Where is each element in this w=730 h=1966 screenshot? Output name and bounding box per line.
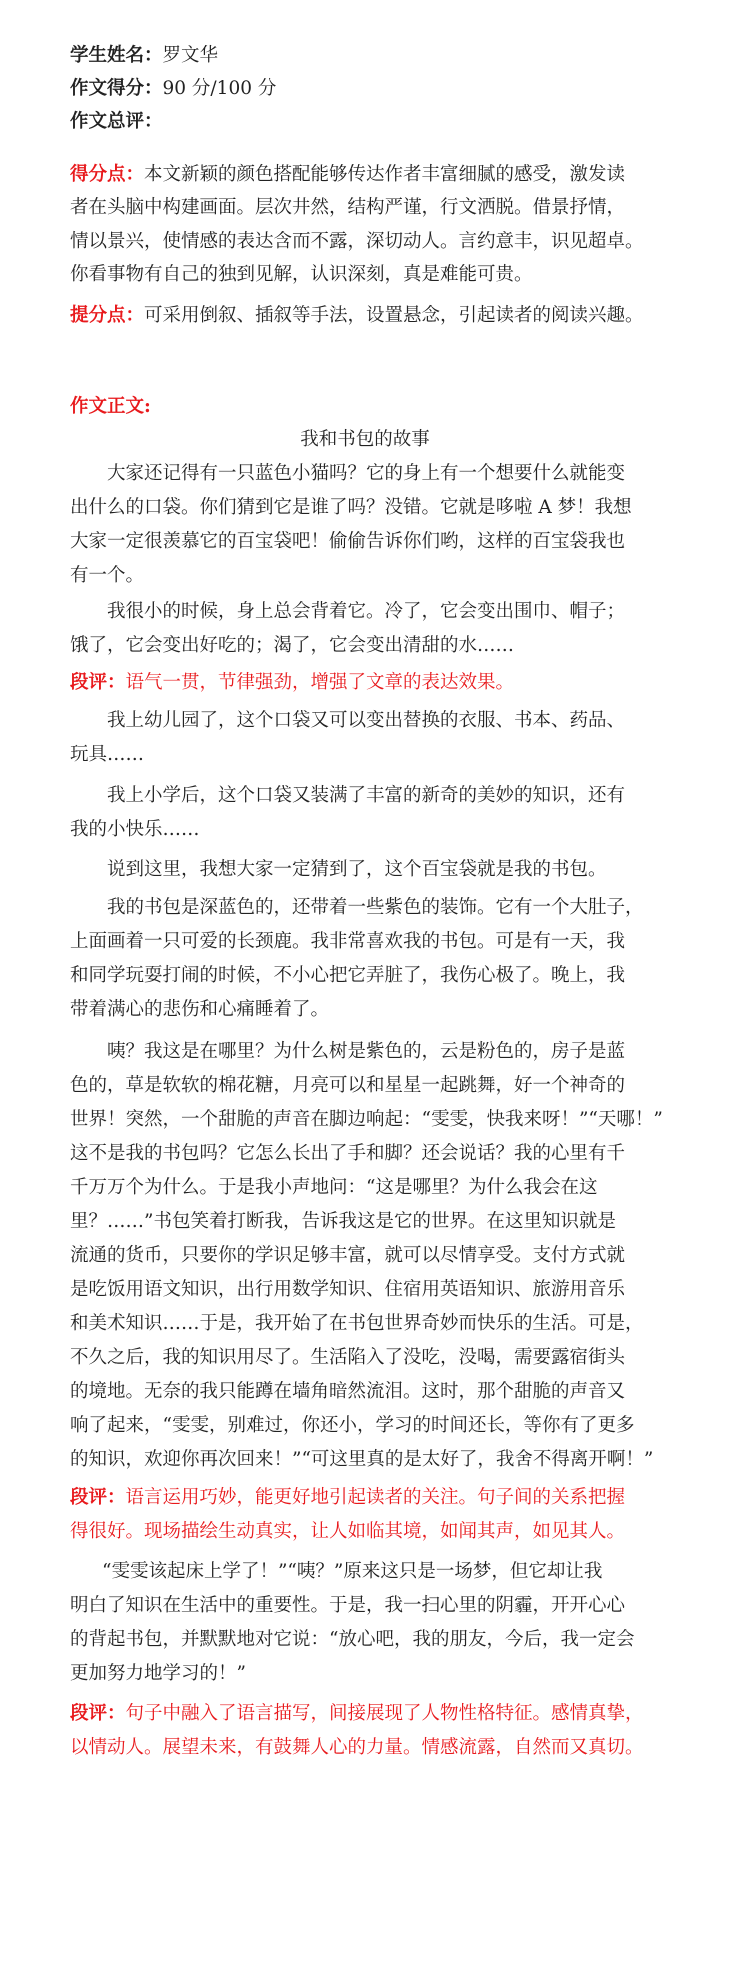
essay-label: 作文正文: xyxy=(70,396,151,417)
essay-line: 的背起书包，并默默地对它说：“放心吧，我的朋友，今后，我一定会 xyxy=(70,1629,635,1650)
essay-line: 和同学玩耍打闹的时候，不小心把它弄脏了，我伤心极了。晚上，我 xyxy=(70,965,626,986)
comment-3-line-2: 以情动人。展望未来，有鼓舞人心的力量。情感流露，自然而又真切。 xyxy=(70,1737,644,1758)
comment-label: 段评： xyxy=(70,672,126,693)
merits-label: 得分点： xyxy=(70,164,145,185)
score-row xyxy=(70,77,276,101)
comment-2-line-2: 得很好。现场描绘生动真实，让人如临其境，如闻其声，如见其人。 xyxy=(70,1521,626,1542)
essay-line: 色的，草是软软的棉花糖，月亮可以和星星一起跳舞，好一个神奇的 xyxy=(70,1075,626,1096)
student-name-label: 学生姓名： xyxy=(70,45,163,66)
essay-line: 这不是我的书包吗？它怎么长出了手和脚？还会说话？我的心里有千 xyxy=(70,1143,626,1164)
essay-line: 更加努力地学习的！” xyxy=(70,1663,246,1684)
comment-1-line xyxy=(70,671,514,695)
essay-line: 不久之后，我的知识用尽了。生活陷入了没吃，没喝，需要露宿街头 xyxy=(70,1347,626,1368)
comment-2-line-1 xyxy=(70,1486,625,1510)
merits-line-3: 情以景兴，使情感的表达含而不露，深切动人。言约意丰，识见超卓。 xyxy=(70,231,644,252)
essay-line: 的境地。无奈的我只能蹲在墙角暗然流泪。这时，那个甜脆的声音又 xyxy=(70,1381,626,1402)
comment-text: 语气一贯，节律强劲，增强了文章的表达效果。 xyxy=(125,672,515,693)
merits-line-2: 者在头脑中构建画面。层次井然，结构严谨，行文洒脱。借景抒情， xyxy=(70,197,626,218)
essay-line: 带着满心的悲伤和心痛睡着了。 xyxy=(70,999,330,1020)
score-label: 作文得分： xyxy=(70,78,163,99)
essay-line: 响了起来，“雯雯，别难过，你还小，学习的时间还长，等你有了更多 xyxy=(70,1415,635,1436)
essay-line: 大家一定很羡慕它的百宝袋吧！偷偷告诉你们哟，这样的百宝袋我也 xyxy=(70,531,626,552)
essay-line: 世界！突然，一个甜脆的声音在脚边响起：“雯雯，快我来呀！”“天哪！” xyxy=(70,1109,663,1130)
improve-text: 可采用倒叙、插叙等手法，设置悬念，引起读者的阅读兴趣。 xyxy=(144,305,644,326)
essay-line: 明白了知识在生活中的重要性。于是，我一扫心里的阴霾，开开心心 xyxy=(70,1595,626,1616)
essay-line: 有一个。 xyxy=(70,565,145,586)
essay-line: 里？……”书包笑着打断我，告诉我这是它的世界。在这里知识就是 xyxy=(70,1211,616,1232)
essay-line: “雯雯该起床上学了！”“咦？”原来这只是一场梦，但它却让我 xyxy=(102,1561,603,1582)
merits-text-1: 本文新颖的颜色搭配能够传达作者丰富细腻的感受，激发读 xyxy=(144,164,626,185)
score-value: 90 分/100 分 xyxy=(162,78,277,99)
essay-line: 我上幼儿园了，这个口袋又可以变出替换的衣服、书本、药品、 xyxy=(107,710,626,731)
essay-line: 千万万个为什么。于是我小声地问：“这是哪里？为什么我会在这 xyxy=(70,1177,598,1198)
essay-line: 说到这里，我想大家一定猜到了，这个百宝袋就是我的书包。 xyxy=(107,859,607,880)
essay-line: 咦？我这是在哪里？为什么树是紫色的，云是粉色的，房子是蓝 xyxy=(107,1041,626,1062)
essay-line: 流通的货币，只要你的学识足够丰富，就可以尽情享受。支付方式就 xyxy=(70,1245,626,1266)
improve-label: 提分点： xyxy=(70,305,145,326)
student-name-row xyxy=(70,44,218,68)
essay-line: 和美术知识……于是，我开始了在书包世界奇妙而快乐的生活。可是， xyxy=(70,1313,644,1334)
essay-line: 大家还记得有一只蓝色小猫吗？它的身上有一个想要什么就能变 xyxy=(107,463,626,484)
essay-line: 出什么的口袋。你们猜到它是谁了吗？没错。它就是哆啦 A 梦！我想 xyxy=(70,497,632,518)
overall-review-label: 作文总评： xyxy=(70,111,163,132)
comment-label: 段评： xyxy=(70,1703,126,1724)
student-name-value: 罗文华 xyxy=(162,45,219,66)
merits-line-1 xyxy=(70,163,625,187)
essay-title: 我和书包的故事 xyxy=(300,429,430,450)
essay-line: 上面画着一只可爱的长颈鹿。我非常喜欢我的书包。可是有一天，我 xyxy=(70,931,626,952)
comment-3-line-1 xyxy=(70,1702,644,1726)
comment-text: 句子中融入了语言描写，间接展现了人物性格特征。感情真挚， xyxy=(125,1703,644,1724)
essay-line: 我很小的时候，身上总会背着它。冷了，它会变出围巾、帽子； xyxy=(107,601,626,622)
improve-line xyxy=(70,304,644,328)
essay-line: 饿了，它会变出好吃的；渴了，它会变出清甜的水…… xyxy=(70,635,515,656)
essay-line: 的知识，欢迎你再次回来！”“可这里真的是太好了，我舍不得离开啊！” xyxy=(70,1449,654,1470)
essay-line: 我上小学后，这个口袋又装满了丰富的新奇的美妙的知识，还有 xyxy=(107,785,626,806)
essay-line: 我的小快乐…… xyxy=(70,819,200,840)
merits-line-4: 你看事物有自己的独到见解，认识深刻，真是难能可贵。 xyxy=(70,264,533,285)
essay-line: 是吃饭用语文知识，出行用数学知识、住宿用英语知识、旅游用音乐 xyxy=(70,1279,626,1300)
essay-line: 玩具…… xyxy=(70,744,145,765)
essay-line: 我的书包是深蓝色的，还带着一些紫色的装饰。它有一个大肚子， xyxy=(107,897,644,918)
comment-label: 段评： xyxy=(70,1487,126,1508)
comment-text: 语言运用巧妙，能更好地引起读者的关注。句子间的关系把握 xyxy=(125,1487,626,1508)
